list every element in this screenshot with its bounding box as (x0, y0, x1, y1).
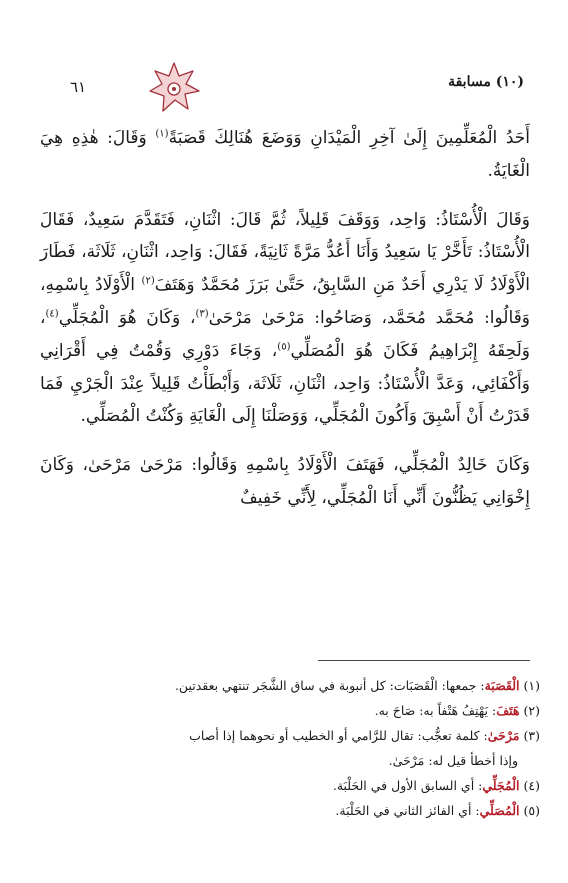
footnote-divider (318, 660, 530, 661)
main-text (40, 122, 530, 531)
paragraph: أَحَدُ الْمُعَلِّمِينَ إِلَىٰ آخِرِ الْمَيْدَانِ وَوَضَعَ هُنَالِكَ قَصَبَةً$^{(١)}$ وَقَالَ: هٰذِهِ هِيَ الْغَايَةُ. (40, 128, 530, 181)
footnote-text: وإذا أخطأ قيل له: مَرْحَىٰ. (388, 753, 518, 768)
footnote-number: (٣) (523, 728, 540, 743)
footnotes-list (40, 673, 540, 823)
footnote-item (40, 773, 540, 798)
footnote-number: (٤) (523, 778, 540, 793)
footnote-term: الْمُصَلِّي (479, 803, 520, 818)
footnote-text: : يَهْتِفُ هَتْفاً به: صَاحَ به. (374, 703, 497, 718)
footnote-term: هَتَفَ (496, 703, 520, 718)
footnote-number: (٥) (523, 803, 540, 818)
footnote-continuation (40, 748, 540, 773)
footnote-term: مَرْحَىٰ (487, 728, 520, 743)
floral-star-ornament-icon (146, 60, 202, 116)
paragraph: وَكَانَ خَالِدٌ الْمُجَلِّي، فَهَتَفَ الْأَوْلَادُ بِاسْمِهِ وَقَالُوا: مَرْحَىٰ مَرْحَىٰ، وَكَانَ إِخْوَانِي يَظُنُّونَ أَنِّي أَنَا الْمُجَلِّي، لِأَنِّي خَفِيفٌ (40, 455, 530, 508)
footnote-number: (١) (523, 678, 540, 693)
footnote-text: : أي الفائز الثاني في الحَلْبَة. (335, 803, 480, 818)
footnote-text: : كلمة تعجُّب: تقال للرَّامي أو الخطيب أو نحوهما إذا أصاب (189, 728, 488, 743)
paragraph: وَقَالَ الْأُسْتَاذُ: وَاحِد، وَوَقَفَ قَلِيلاً، ثُمَّ قَالَ: اثْنَانِ، فَتَقَدَّمَ سَعِيدٌ، فَقَالَ الْأُسْتَاذُ: تَأَخَّرْ يَا سَعِيدُ وَأَنَا أَعُدُّ مَرَّةً ثَانِيَةً، فَقَالَ: وَاحِد، اثْنَانِ، ثَلَاثَة، فَطَارَ الْأَوْلَادُ لَا يَدْرِي أَحَدٌ مَنِ السَّابِقُ، حَتَّىٰ بَرَزَ مُحَمَّدٌ وَهَتَفَ$^{(٢)}$ الْأَوْلَادُ بِاسْمِهِ، وَقَالُوا: مُحَمَّد مُحَمَّد، وَصَاحُوا: مَرْحَىٰ مَرْحَىٰ$^{(٣)}$، وَكَانَ هُوَ الْمُجَلِّي$^{(٤)}$، وَلَحِقَهُ إِبْرَاهِيمُ فَكَانَ هُوَ الْمُصَلِّي$^{(٥)}$، وَجَاءَ دَوْرِي وَقُمْتُ فِي أَقْرَانِي وَأَكْفَائِي، وَعَدَّ الْأُسْتَاذُ: وَاحِد، اثْنَانِ، ثَلَاثَة، وَأَبْطَأْتُ قَلِيلاً عِنْدَ الْجَرْيِ فَمَا قَدَرْتُ أَنْ أَسْبِقَ وَأَكُونَ الْمُجَلِّي، وَوَصَلْنَا إِلَى الْغَايَةِ وَكُنْتُ الْمُصَلِّي. (40, 209, 531, 427)
footnote-item (40, 698, 540, 723)
page-number: ٦١ (70, 78, 87, 96)
footnote-term: الْمُجَلِّي (482, 778, 520, 793)
section-title: (١٠) مسابقة (448, 74, 524, 90)
page-header (0, 58, 568, 118)
footnote-item (40, 723, 540, 748)
footnote-text: : جمعها: الْقَصَبَات: كل أنبوبة في ساق الشَّجَر تنتهي بعقدتين. (174, 678, 485, 693)
footnote-text: : أي السابق الأول في الحَلْبَة. (332, 778, 483, 793)
footnote-number: (٢) (523, 703, 540, 718)
footnote-term: الْقَصَبَة (484, 678, 520, 693)
footnote-item (40, 798, 540, 823)
footnote-item (40, 673, 540, 698)
